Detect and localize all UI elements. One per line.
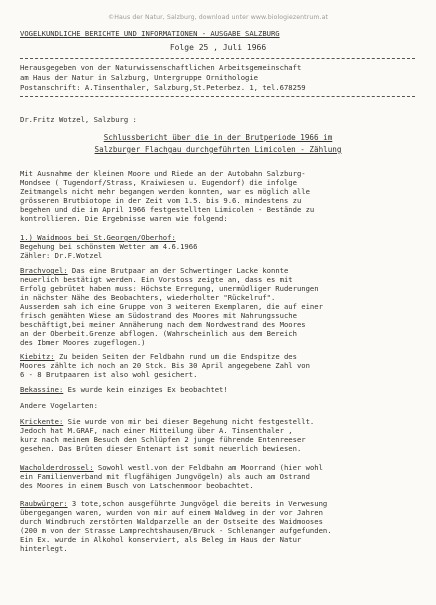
- article-title-2: Salzburger Flachgau durchgeführten Limicolen - Zählung: [94, 145, 342, 154]
- section-meta: Zähler: Dr.F.Wotzel: [20, 251, 103, 260]
- other-birds-heading: Andere Vogelarten:: [20, 401, 98, 410]
- krickente-line: gesehen. Das Brüten dieser Entenart ist somit neuerlich bewiesen.: [20, 444, 302, 453]
- brachvogel-line: in nächster Nähe des Beobachters, wiederholter "Rückelruf".: [20, 293, 276, 302]
- section-heading: 1.) Waidmoos bei St.Georgen/Oberhof:: [20, 233, 176, 242]
- series-title: VOGELKUNDLICHE BERICHTE UND INFORMATIONEN - AUSGABE SALZBURG: [20, 29, 280, 38]
- kiebitz-line: 6 - 8 Brutpaaren ist also wohl gesichert.: [20, 370, 198, 379]
- address-line: Postanschrift: A.Tinsenthaler, Salzburg,St.Peterbez. 1, tel.678259: [20, 83, 306, 92]
- author-line: Dr.Fritz Wotzel, Salzburg :: [20, 115, 137, 124]
- kiebitz-line: Moores zählte ich noch an 20 Stck. Bis 30 April angegebene Zahl von: [20, 361, 310, 370]
- brachvogel-line: Erfolg gebrütet haben muss: Höchste Erregung, unermüdliger Ruderungen: [20, 284, 319, 293]
- header-rule-top: [20, 58, 415, 59]
- kiebitz-label: Kiebitz:: [20, 352, 55, 361]
- krickente-line: kurz nach meinem Besuch den Schlüpfen 2 junge führende Entenreeser: [20, 435, 306, 444]
- brachvogel-line: des Ibmer Moores zugeflogen.): [20, 338, 146, 347]
- article-title-1: Schlussbericht über die in der Brutperiode 1966 im: [103, 133, 333, 142]
- raubwuerger-line: Ein Ex. wurde in Alkohol konserviert, als Beleg im Haus der Natur: [20, 535, 302, 544]
- raubwuerger-paragraph-line: Raubwürger: 3 tote,schon ausgeführte Jungvögel die bereits in Verwesung: [20, 499, 328, 508]
- section-meta: Begehung bei schönstem Wetter am 4.6.1966: [20, 242, 198, 251]
- bekassine-label: Bekassine:: [20, 385, 64, 394]
- brachvogel-paragraph-line: Brachvogel: Das eine Brutpaar an der Schwertinger Lacke konnte: [20, 266, 289, 275]
- raubwuerger-line: übergegangen waren, wurden von mir auf einem Waldweg in der vor Jahren: [20, 508, 323, 517]
- intro-line: Zeitmangels nicht mehr begangen werden konnten, war es möglich alle: [20, 187, 310, 196]
- brachvogel-line: neuerlich bestätigt werden. Ein Vorstoss zeigte an, dass es mit: [20, 275, 293, 284]
- kiebitz-paragraph-line: Kiebitz: Zu beiden Seiten der Feldbahn rund um die Endspitze des: [20, 352, 297, 361]
- publisher-line-2: am Haus der Natur in Salzburg, Untergruppe Ornithologie: [20, 73, 258, 82]
- issue-line: Folge 25 , Juli 1966: [169, 43, 267, 52]
- bekassine-line: Bekassine: Es wurde kein einziges Ex beobachtet!: [20, 385, 228, 394]
- intro-line: Mondsee ( Tugendorf/Strass, Kraiwiesen u. Eugendorf) die infolge: [20, 178, 297, 187]
- raubwuerger-line: durch Windbruch zerstörten Waldparzelle an der Ostseite des Waidmooses: [20, 517, 323, 526]
- brachvogel-line: frisch gemähten Wiese am Südostrand des Moores mit Nahrungssuche: [20, 311, 297, 320]
- krickente-paragraph-line: Krickente: Sie wurde von mir bei dieser Begehung nicht festgestellt.: [20, 417, 315, 426]
- publisher-line-1: Herausgegeben von der Naturwissenschaftlichen Arbeitsgemeinschaft: [20, 63, 302, 72]
- wacholder-line: des Moores in einem Busch von Latschenmoor beobachtet.: [20, 481, 254, 490]
- brachvogel-line: Ausserdem sah ich eine Gruppe von 3 weiteren Exemplaren, die auf einer: [20, 302, 323, 311]
- raubwuerger-line: hinterlegt.: [20, 544, 68, 553]
- brachvogel-label: Brachvogel:: [20, 266, 68, 275]
- wacholder-line: ein Familienverband mit flugfähigen Jungvögeln) als auch am Ostrand: [20, 472, 310, 481]
- intro-line: begehen und die im April 1966 festgestellten Limicolen - Bestände zu: [20, 205, 315, 214]
- krickente-label: Krickente:: [20, 417, 64, 426]
- brachvogel-line: beschäftigt,bei meiner Annäherung nach dem Nordwestrand des Moores: [20, 320, 306, 329]
- header-rule-bottom: [20, 96, 415, 97]
- brachvogel-line: an der Oberbeit.Grenze abflogen. (Wahrscheinlich aus dem Bereich: [20, 329, 297, 338]
- krickente-line: Jedoch hat M.GRAF, nach einer Mitteilung über A. Tinsenthaler ,: [20, 426, 293, 435]
- intro-line: Mit Ausnahme der kleinen Moore und Riede an der Autobahn Salzburg-: [20, 169, 306, 178]
- watermark: ©Haus der Natur, Salzburg, download unter www.biologiezentrum.at: [108, 14, 328, 21]
- intro-line: kontrollieren. Die Ergebnisse waren wie folgend:: [20, 214, 228, 223]
- raubwuerger-label: Raubwürger:: [20, 499, 68, 508]
- wacholder-paragraph-line: Wacholderdrossel: Sowohl westl.von der Feldbahn am Moorrand (hier wohl: [20, 463, 323, 472]
- wacholder-label: Wacholderdrossel:: [20, 463, 94, 472]
- raubwuerger-line: (200 m von der Strasse Lamprechtshausen/Bruck - Schlenanger aufgefunden.: [20, 526, 332, 535]
- intro-line: grösseren Brutbiotope in der Zeit vom 1.5. bis 9.6. mindestens zu: [20, 196, 302, 205]
